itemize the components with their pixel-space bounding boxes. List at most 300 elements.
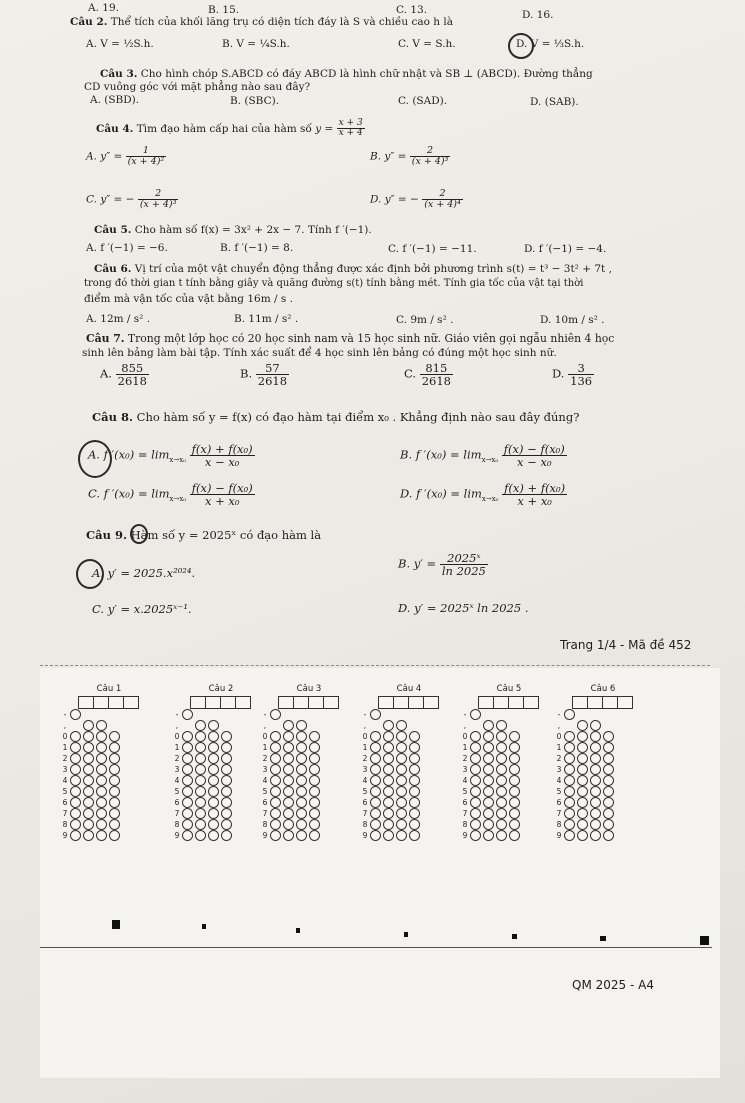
- answer-bubble[interactable]: [309, 830, 320, 841]
- answer-bubble[interactable]: [496, 808, 507, 819]
- answer-bubble[interactable]: [409, 742, 420, 753]
- answer-bubble[interactable]: [109, 808, 120, 819]
- answer-bubble[interactable]: [496, 731, 507, 742]
- write-box[interactable]: [293, 696, 309, 709]
- answer-bubble[interactable]: [383, 819, 394, 830]
- answer-bubble[interactable]: [283, 753, 294, 764]
- answer-bubble[interactable]: [370, 830, 381, 841]
- bubble-row-label: 4: [62, 776, 68, 785]
- write-box[interactable]: [523, 696, 539, 709]
- answer-bubble[interactable]: [564, 764, 575, 775]
- answer-bubble[interactable]: [83, 753, 94, 764]
- answer-bubble[interactable]: [483, 742, 494, 753]
- answer-bubble[interactable]: [496, 742, 507, 753]
- answer-bubble[interactable]: [283, 764, 294, 775]
- answer-bubble[interactable]: [96, 808, 107, 819]
- answer-bubble[interactable]: [483, 753, 494, 764]
- answer-bubble[interactable]: [409, 786, 420, 797]
- answer-bubble[interactable]: [409, 731, 420, 742]
- option-fraction: [256, 362, 289, 387]
- answer-bubble[interactable]: [370, 709, 381, 720]
- answer-bubble[interactable]: [195, 830, 206, 841]
- answer-bubble[interactable]: [208, 731, 219, 742]
- answer-bubble[interactable]: [309, 786, 320, 797]
- answer-bubble[interactable]: [470, 753, 481, 764]
- answer-bubble[interactable]: [283, 742, 294, 753]
- answer-bubble[interactable]: [577, 808, 588, 819]
- answer-column: [260, 684, 358, 841]
- answer-circle-mark: [508, 33, 534, 59]
- answer-bubble[interactable]: [182, 808, 193, 819]
- answer-bubble[interactable]: [182, 830, 193, 841]
- answer-bubble[interactable]: [182, 742, 193, 753]
- answer-bubble[interactable]: [483, 797, 494, 808]
- answer-bubble[interactable]: [96, 731, 107, 742]
- answer-bubble[interactable]: [283, 797, 294, 808]
- answer-bubble[interactable]: [283, 808, 294, 819]
- answer-bubble[interactable]: [270, 808, 281, 819]
- answer-bubble[interactable]: [208, 742, 219, 753]
- answer-bubble[interactable]: [83, 775, 94, 786]
- question-9: [86, 528, 321, 542]
- write-box[interactable]: [323, 696, 339, 709]
- answer-bubble[interactable]: [208, 819, 219, 830]
- write-box[interactable]: [123, 696, 139, 709]
- answer-bubble[interactable]: [309, 808, 320, 819]
- answer-bubble[interactable]: [396, 786, 407, 797]
- answer-bubble[interactable]: [208, 797, 219, 808]
- answer-bubble[interactable]: [590, 775, 601, 786]
- bubble-row-label: 4: [556, 776, 562, 785]
- answer-bubble[interactable]: [509, 808, 520, 819]
- answer-bubble[interactable]: [564, 753, 575, 764]
- answer-bubble[interactable]: [109, 731, 120, 742]
- answer-bubble[interactable]: [96, 742, 107, 753]
- answer-bubble[interactable]: [370, 731, 381, 742]
- answer-bubble[interactable]: [309, 775, 320, 786]
- answer-bubble[interactable]: [383, 775, 394, 786]
- answer-bubble[interactable]: [483, 830, 494, 841]
- answer-bubble[interactable]: [208, 775, 219, 786]
- answer-bubble[interactable]: [564, 808, 575, 819]
- answer-bubble[interactable]: [577, 764, 588, 775]
- write-box[interactable]: [508, 696, 524, 709]
- answer-bubble[interactable]: [70, 775, 81, 786]
- answer-bubble[interactable]: [483, 808, 494, 819]
- answer-bubble[interactable]: [590, 753, 601, 764]
- answer-bubble[interactable]: [396, 830, 407, 841]
- answer-bubble[interactable]: [590, 786, 601, 797]
- answer-bubble[interactable]: [309, 742, 320, 753]
- answer-bubble[interactable]: [83, 731, 94, 742]
- answer-bubble[interactable]: [496, 797, 507, 808]
- answer-bubble[interactable]: [70, 709, 81, 720]
- answer-bubble[interactable]: [590, 764, 601, 775]
- answer-bubble[interactable]: [509, 819, 520, 830]
- answer-bubble[interactable]: [296, 786, 307, 797]
- write-box[interactable]: [308, 696, 324, 709]
- answer-bubble[interactable]: [195, 742, 206, 753]
- answer-bubble[interactable]: [83, 764, 94, 775]
- answer-bubble[interactable]: [70, 731, 81, 742]
- answer-bubble[interactable]: [96, 786, 107, 797]
- answer-bubble[interactable]: [383, 742, 394, 753]
- answer-bubble[interactable]: [208, 830, 219, 841]
- answer-bubble[interactable]: [483, 775, 494, 786]
- answer-bubble[interactable]: [396, 742, 407, 753]
- answer-bubble[interactable]: [70, 753, 81, 764]
- answer-bubble[interactable]: [383, 753, 394, 764]
- answer-bubble[interactable]: [221, 819, 232, 830]
- answer-bubble[interactable]: [383, 830, 394, 841]
- answer-bubble[interactable]: [577, 797, 588, 808]
- answer-bubble[interactable]: [509, 786, 520, 797]
- answer-bubble[interactable]: [577, 731, 588, 742]
- answer-bubble[interactable]: [509, 753, 520, 764]
- answer-bubble[interactable]: [208, 720, 219, 731]
- answer-bubble[interactable]: [221, 742, 232, 753]
- answer-bubble[interactable]: [603, 830, 614, 841]
- answer-bubble[interactable]: [409, 830, 420, 841]
- answer-bubble[interactable]: [96, 830, 107, 841]
- option-letter: C.: [404, 366, 417, 381]
- answer-bubble[interactable]: [96, 819, 107, 830]
- answer-column: [360, 684, 458, 841]
- answer-bubble[interactable]: [409, 819, 420, 830]
- answer-bubble[interactable]: [370, 786, 381, 797]
- answer-bubble[interactable]: [590, 830, 601, 841]
- answer-bubble[interactable]: [383, 720, 394, 731]
- answer-bubble[interactable]: [409, 775, 420, 786]
- answer-bubble[interactable]: [470, 797, 481, 808]
- answer-bubble[interactable]: [603, 786, 614, 797]
- answer-bubble[interactable]: [270, 830, 281, 841]
- answer-bubble[interactable]: [509, 830, 520, 841]
- write-box[interactable]: [423, 696, 439, 709]
- answer-bubble[interactable]: [470, 786, 481, 797]
- answer-bubble[interactable]: [470, 775, 481, 786]
- write-box[interactable]: [190, 696, 206, 709]
- write-box[interactable]: [205, 696, 221, 709]
- answer-bubble[interactable]: [70, 764, 81, 775]
- answer-bubble[interactable]: [409, 764, 420, 775]
- answer-bubble[interactable]: [83, 808, 94, 819]
- answer-bubble[interactable]: [221, 764, 232, 775]
- answer-bubble[interactable]: [590, 808, 601, 819]
- write-box[interactable]: [235, 696, 251, 709]
- answer-bubble[interactable]: [296, 764, 307, 775]
- answer-bubble[interactable]: [296, 775, 307, 786]
- answer-bubble[interactable]: [577, 830, 588, 841]
- answer-bubble[interactable]: [221, 808, 232, 819]
- answer-bubble[interactable]: [283, 775, 294, 786]
- q2-option-b: B. V = ¼S.h.: [222, 38, 290, 50]
- answer-bubble[interactable]: [470, 731, 481, 742]
- answer-bubble[interactable]: [577, 786, 588, 797]
- answer-bubble[interactable]: [83, 830, 94, 841]
- answer-bubble[interactable]: [70, 819, 81, 830]
- write-box[interactable]: [408, 696, 424, 709]
- answer-bubble[interactable]: [70, 797, 81, 808]
- answer-bubble[interactable]: [283, 830, 294, 841]
- write-box[interactable]: [78, 696, 94, 709]
- answer-bubble[interactable]: [383, 731, 394, 742]
- answer-bubble[interactable]: [270, 764, 281, 775]
- answer-bubble[interactable]: [509, 764, 520, 775]
- answer-bubble[interactable]: [182, 775, 193, 786]
- answer-bubble[interactable]: [182, 797, 193, 808]
- answer-bubble[interactable]: [109, 764, 120, 775]
- answer-bubble[interactable]: [470, 830, 481, 841]
- answer-bubble[interactable]: [370, 797, 381, 808]
- answer-bubble[interactable]: [564, 731, 575, 742]
- bubble-row-label: 5: [174, 787, 180, 796]
- answer-bubble[interactable]: [221, 830, 232, 841]
- write-box[interactable]: [587, 696, 603, 709]
- answer-bubble[interactable]: [396, 819, 407, 830]
- answer-bubble[interactable]: [564, 775, 575, 786]
- answer-bubble[interactable]: [396, 764, 407, 775]
- answer-bubble[interactable]: [296, 720, 307, 731]
- answer-bubble[interactable]: [396, 753, 407, 764]
- answer-bubble[interactable]: [182, 764, 193, 775]
- write-box[interactable]: [493, 696, 509, 709]
- answer-bubble[interactable]: [182, 786, 193, 797]
- answer-bubble[interactable]: [496, 786, 507, 797]
- answer-bubble[interactable]: [603, 753, 614, 764]
- fraction-denominator: x + 4: [338, 128, 363, 139]
- answer-bubble[interactable]: [195, 720, 206, 731]
- answer-bubble[interactable]: [470, 709, 481, 720]
- answer-circle-mark: [130, 524, 148, 544]
- answer-bubble[interactable]: [70, 786, 81, 797]
- answer-bubble[interactable]: [603, 775, 614, 786]
- answer-bubble[interactable]: [309, 819, 320, 830]
- answer-bubble[interactable]: [496, 720, 507, 731]
- answer-bubble[interactable]: [470, 819, 481, 830]
- answer-bubble[interactable]: [309, 753, 320, 764]
- answer-bubble[interactable]: [208, 764, 219, 775]
- answer-bubble[interactable]: [470, 764, 481, 775]
- answer-bubble[interactable]: [296, 808, 307, 819]
- answer-bubble[interactable]: [590, 720, 601, 731]
- answer-bubble[interactable]: [109, 775, 120, 786]
- answer-bubble[interactable]: [83, 742, 94, 753]
- answer-bubble[interactable]: [296, 731, 307, 742]
- write-box[interactable]: [278, 696, 294, 709]
- answer-bubble[interactable]: [96, 764, 107, 775]
- answer-bubble[interactable]: [496, 753, 507, 764]
- answer-bubble[interactable]: [296, 797, 307, 808]
- bubble-row-label: -: [263, 710, 267, 719]
- answer-bubble[interactable]: [195, 775, 206, 786]
- answer-bubble[interactable]: [603, 808, 614, 819]
- answer-bubble[interactable]: [109, 797, 120, 808]
- answer-bubble[interactable]: [109, 819, 120, 830]
- answer-bubble[interactable]: [603, 742, 614, 753]
- answer-bubble[interactable]: [96, 720, 107, 731]
- answer-bubble[interactable]: [208, 786, 219, 797]
- answer-bubble[interactable]: [603, 819, 614, 830]
- answer-bubble[interactable]: [270, 797, 281, 808]
- answer-bubble[interactable]: [483, 786, 494, 797]
- answer-bubble[interactable]: [270, 819, 281, 830]
- answer-bubble[interactable]: [221, 775, 232, 786]
- answer-bubble[interactable]: [409, 797, 420, 808]
- answer-bubble[interactable]: [296, 819, 307, 830]
- bubble-row-label: 7: [556, 809, 562, 818]
- answer-bubble[interactable]: [483, 764, 494, 775]
- answer-bubble[interactable]: [109, 830, 120, 841]
- answer-bubble[interactable]: [221, 753, 232, 764]
- answer-bubble[interactable]: [70, 808, 81, 819]
- answer-bubble[interactable]: [483, 731, 494, 742]
- answer-bubble[interactable]: [590, 742, 601, 753]
- answer-bubble[interactable]: [195, 819, 206, 830]
- answer-bubble[interactable]: [590, 731, 601, 742]
- write-box[interactable]: [393, 696, 409, 709]
- answer-bubble[interactable]: [564, 830, 575, 841]
- answer-bubble[interactable]: [221, 797, 232, 808]
- answer-bubble[interactable]: [603, 731, 614, 742]
- option-lhs: B. y″ =: [370, 150, 407, 163]
- answer-bubble[interactable]: [221, 731, 232, 742]
- answer-bubble[interactable]: [564, 819, 575, 830]
- answer-bubble[interactable]: [396, 797, 407, 808]
- write-box[interactable]: [378, 696, 394, 709]
- answer-bubble[interactable]: [509, 797, 520, 808]
- write-box[interactable]: [572, 696, 588, 709]
- answer-bubble[interactable]: [270, 786, 281, 797]
- write-box[interactable]: [220, 696, 236, 709]
- answer-bubble[interactable]: [370, 808, 381, 819]
- answer-bubble[interactable]: [309, 731, 320, 742]
- write-box[interactable]: [478, 696, 494, 709]
- answer-bubble[interactable]: [109, 742, 120, 753]
- answer-bubble[interactable]: [383, 764, 394, 775]
- bubble-row: [260, 764, 358, 775]
- answer-bubble[interactable]: [208, 753, 219, 764]
- answer-bubble[interactable]: [83, 819, 94, 830]
- answer-bubble[interactable]: [564, 709, 575, 720]
- answer-bubble[interactable]: [509, 775, 520, 786]
- answer-bubble[interactable]: [270, 709, 281, 720]
- answer-bubble[interactable]: [296, 753, 307, 764]
- write-box[interactable]: [108, 696, 124, 709]
- answer-bubble[interactable]: [70, 830, 81, 841]
- answer-bubble[interactable]: [370, 742, 381, 753]
- answer-bubble[interactable]: [195, 797, 206, 808]
- write-box[interactable]: [93, 696, 109, 709]
- answer-bubble[interactable]: [603, 764, 614, 775]
- answer-bubble[interactable]: [309, 764, 320, 775]
- answer-bubble[interactable]: [603, 797, 614, 808]
- answer-bubble[interactable]: [96, 775, 107, 786]
- answer-bubble[interactable]: [109, 786, 120, 797]
- answer-bubble[interactable]: [270, 775, 281, 786]
- write-box[interactable]: [617, 696, 633, 709]
- answer-bubble[interactable]: [283, 819, 294, 830]
- bubble-row-label: 2: [262, 754, 268, 763]
- answer-bubble[interactable]: [509, 731, 520, 742]
- answer-bubble[interactable]: [564, 742, 575, 753]
- answer-bubble[interactable]: [370, 753, 381, 764]
- answer-bubble[interactable]: [577, 720, 588, 731]
- write-box[interactable]: [602, 696, 618, 709]
- answer-bubble[interactable]: [577, 753, 588, 764]
- answer-bubble[interactable]: [270, 731, 281, 742]
- answer-bubble[interactable]: [577, 775, 588, 786]
- answer-bubble[interactable]: [396, 720, 407, 731]
- answer-bubble[interactable]: [409, 753, 420, 764]
- answer-bubble[interactable]: [208, 808, 219, 819]
- answer-bubble[interactable]: [396, 808, 407, 819]
- answer-bubble[interactable]: [496, 830, 507, 841]
- answer-bubble[interactable]: [270, 742, 281, 753]
- answer-bubble[interactable]: [83, 797, 94, 808]
- answer-bubble[interactable]: [182, 709, 193, 720]
- answer-bubble[interactable]: [70, 742, 81, 753]
- answer-bubble[interactable]: [283, 731, 294, 742]
- answer-bubble[interactable]: [496, 764, 507, 775]
- answer-bubble[interactable]: [182, 819, 193, 830]
- answer-bubble[interactable]: [483, 819, 494, 830]
- answer-bubble[interactable]: [577, 819, 588, 830]
- answer-bubble[interactable]: [383, 808, 394, 819]
- answer-bubble[interactable]: [383, 786, 394, 797]
- answer-bubble[interactable]: [283, 720, 294, 731]
- answer-bubble[interactable]: [396, 775, 407, 786]
- answer-bubble[interactable]: [96, 797, 107, 808]
- answer-bubble[interactable]: [564, 786, 575, 797]
- answer-bubble[interactable]: [195, 808, 206, 819]
- answer-bubble[interactable]: [296, 742, 307, 753]
- answer-bubble[interactable]: [564, 797, 575, 808]
- answer-bubble[interactable]: [195, 764, 206, 775]
- answer-bubble[interactable]: [370, 775, 381, 786]
- answer-bubble[interactable]: [83, 786, 94, 797]
- answer-bubble[interactable]: [590, 797, 601, 808]
- answer-bubble[interactable]: [590, 819, 601, 830]
- answer-bubble[interactable]: [182, 753, 193, 764]
- answer-bubble[interactable]: [483, 720, 494, 731]
- answer-bubble[interactable]: [296, 830, 307, 841]
- answer-bubble[interactable]: [470, 808, 481, 819]
- answer-bubble[interactable]: [83, 720, 94, 731]
- answer-bubble[interactable]: [96, 753, 107, 764]
- answer-bubble[interactable]: [182, 731, 193, 742]
- answer-bubble[interactable]: [496, 819, 507, 830]
- answer-bubble[interactable]: [470, 742, 481, 753]
- answer-bubble[interactable]: [195, 731, 206, 742]
- answer-bubble[interactable]: [221, 786, 232, 797]
- answer-bubble[interactable]: [283, 786, 294, 797]
- answer-bubble[interactable]: [577, 742, 588, 753]
- answer-bubble[interactable]: [195, 753, 206, 764]
- answer-bubble[interactable]: [496, 775, 507, 786]
- answer-bubble[interactable]: [309, 797, 320, 808]
- answer-bubble[interactable]: [383, 797, 394, 808]
- answer-bubble[interactable]: [409, 808, 420, 819]
- answer-bubble[interactable]: [109, 753, 120, 764]
- answer-bubble[interactable]: [370, 819, 381, 830]
- q4-option-b: [370, 146, 450, 167]
- answer-bubble[interactable]: [396, 731, 407, 742]
- answer-bubble[interactable]: [270, 753, 281, 764]
- answer-bubble[interactable]: [370, 764, 381, 775]
- answer-bubble[interactable]: [509, 742, 520, 753]
- answer-bubble[interactable]: [195, 786, 206, 797]
